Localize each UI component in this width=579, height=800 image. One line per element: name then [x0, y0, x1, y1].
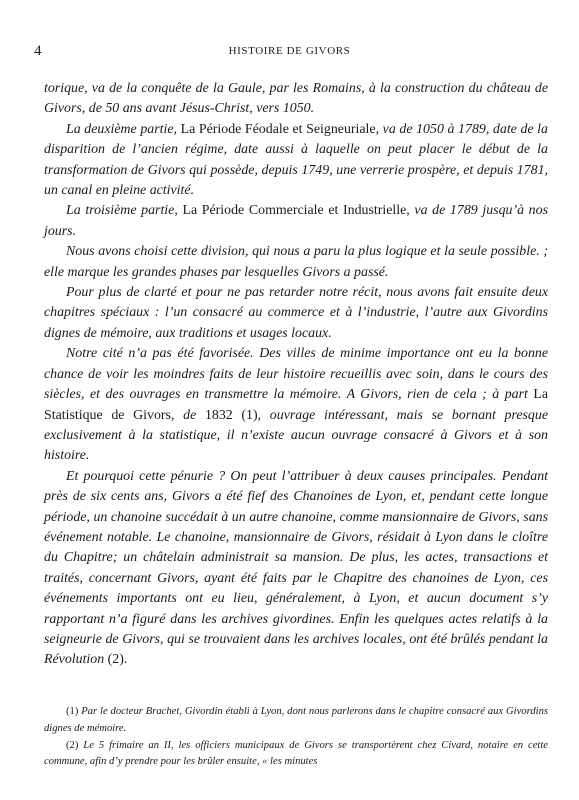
roman-text-span: La Statistique de Givors,: [44, 387, 548, 423]
paragraph: [44, 283, 548, 344]
running-head: HISTOIRE DE GIVORS: [228, 45, 351, 57]
paragraph: [44, 242, 548, 283]
paragraph: [44, 344, 548, 466]
page-number: 4: [34, 43, 42, 59]
footnote: [44, 738, 548, 772]
italic-text-span: va de 1789 jusqu’à nos jours.: [44, 203, 548, 239]
roman-text-span: La Période Féodale et Seigneuriale,: [180, 121, 380, 137]
italic-text-span: de: [174, 407, 205, 423]
footnote-text: Le 5 frimaire an II, les officiers municipaux de Givors se transportèrent chez Civard, notaire en cette commune, afin d’y prendre pour les brûler ensuite, « les minutes: [44, 739, 548, 768]
paragraph: [44, 120, 548, 202]
italic-text-span: La troisième partie,: [66, 203, 183, 219]
roman-text-span: 1832 (1),: [204, 407, 262, 423]
italic-text-span: La deuxième partie,: [66, 121, 181, 137]
italic-text-span: ouvrage intéressant, mais se bornant presque exclusivement à la statistique, il n’existe aucun ouvrage consacré à Givors et à son histoire.: [44, 407, 548, 464]
italic-text-span: Nous avons choisi cette division, qui nous a paru la plus logique et la seule possible. ; elle marque les grandes phases par lesquelles Givors a passé.: [44, 244, 548, 280]
paragraph: [44, 201, 548, 242]
paragraph: [44, 467, 548, 671]
roman-text-span: La Période Commerciale et Industrielle,: [182, 203, 410, 219]
italic-text-span: torique, va de la conquête de la Gaule, par les Romains, à la construction du château de Givors, de 50 ans avant Jésus-Christ, vers 1050.: [44, 81, 548, 117]
footnote: [44, 704, 548, 738]
footnote-number: (2): [66, 739, 79, 751]
footnote-text: Par le docteur Brachet, Givordin établi à Lyon, dont nous parlerons dans le chapitre consacré aux Givordins dignes de mémoire.: [44, 706, 548, 734]
footnote-number: (1): [66, 706, 79, 717]
italic-text-span: Et pourquoi cette pénurie ? On peut l’attribuer à deux causes principales. Pendant près de six cents ans, Givors a été fief des Chanoines de Lyon, et, pendant cette longue période, un chanoine succédait à un autre chanoine, comme mansionnaire de Givors, sans événement notable. Le chanoine, mansionnaire de Givors, résidait à Lyon dans le cloître du Chapitre; un châtelain administrait sa mansion. De plus, les actes, transactions et traités, concernant Givors, ayant été faits par le Chapitre des chanoines de Lyon, ces événements importants ont eu lieu, généralement, à Lyon, et aucun document s’y rapportant n’a figuré dans les archives givordines. Enfin les quelques actes relatifs à la seigneurie de Givors, qui se trouvaient dans les archives locales, ont été brûlés pendant la Révolution: [44, 468, 548, 668]
italic-text-span: va de 1050 à 1789, date de la disparition de l’ancien régime, date aussi à laquelle on peut placer le début de la transformation de Givors qui possède, depuis 1749, une verrerie prospère, et depuis 1781, un canal en pleine activité.: [44, 121, 548, 199]
paragraph: [44, 79, 548, 120]
roman-text-span: (2).: [107, 652, 128, 668]
body-text: [44, 79, 548, 671]
italic-text-span: Notre cité n’a pas été favorisée. Des villes de minime importance ont eu la bonne chance de voir les moindres faits de leur histoire recueillis avec soin, dans le cours des siècles, et des ouvrages en transmettre la mémoire. A Givors, rien de cela ; à part: [44, 346, 548, 403]
italic-text-span: Pour plus de clarté et pour ne pas retarder notre récit, nous avons fait ensuite deux chapitres spéciaux : l’un consacré au commerce et à l’industrie, l’autre aux Givordins dignes de mémoire, aux traditions et usages locaux.: [44, 285, 548, 341]
footnotes: [44, 704, 548, 771]
